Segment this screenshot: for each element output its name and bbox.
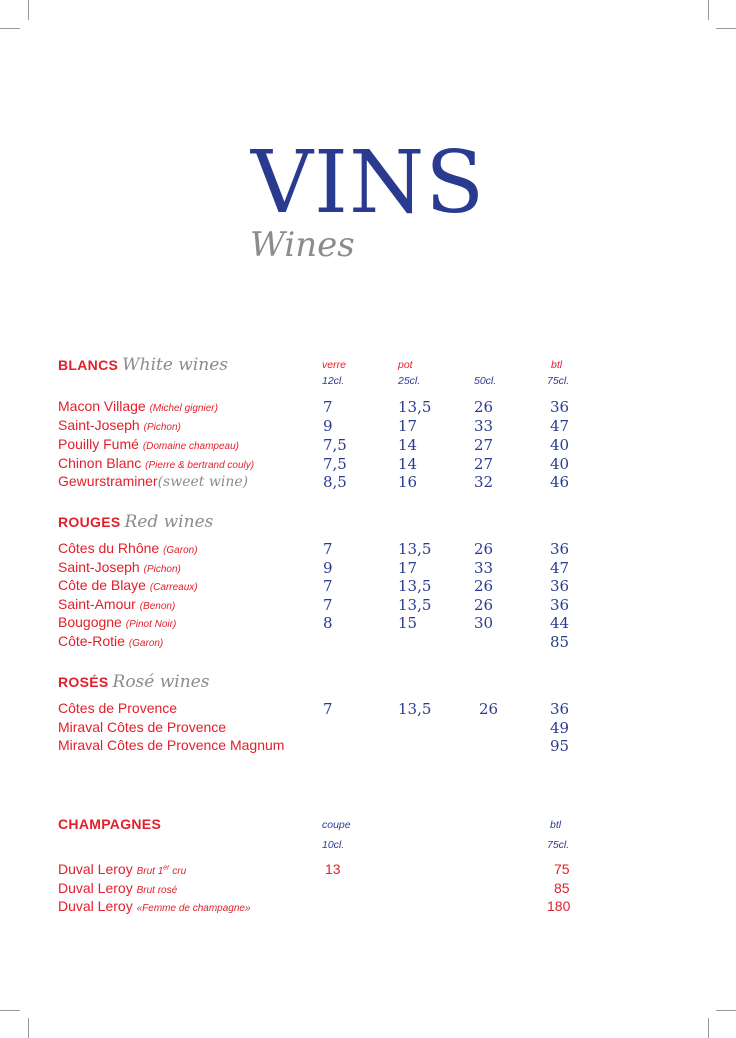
- price-50cl: 33: [474, 417, 494, 435]
- section-label: ROUGES: [58, 514, 121, 530]
- wine-name: Gewurstraminer(sweet wine): [58, 473, 249, 490]
- section-label-en: Rosé wines: [112, 672, 210, 692]
- wine-producer: «Femme de champagne»: [136, 903, 251, 914]
- col-sub-12cl: 12cl.: [322, 375, 345, 387]
- wine-producer: (Garon): [163, 545, 198, 556]
- wine-producer: Brut 1er cru: [136, 864, 187, 877]
- wine-name: Pouilly Fumé (Domaine champeau): [58, 436, 239, 452]
- price-btl: 85: [550, 633, 570, 651]
- price-pot: 13,5: [398, 577, 432, 595]
- price-50cl: 27: [474, 455, 494, 473]
- wine-row: [58, 633, 678, 652]
- wine-row: [58, 898, 678, 917]
- section-heading-champagnes: [58, 816, 161, 834]
- wine-name: Côte de Blaye (Carreaux): [58, 577, 198, 593]
- price-verre: 8,5: [323, 473, 347, 491]
- price-verre: 7: [323, 540, 333, 558]
- price-verre: 7,5: [323, 455, 347, 473]
- price-50cl: 26: [479, 700, 499, 718]
- price-verre: 7: [323, 398, 333, 416]
- wine-producer: (Benon): [139, 601, 176, 612]
- price-pot: 13,5: [398, 540, 432, 558]
- col-sub-75cl: 75cl.: [547, 375, 570, 387]
- wine-producer: Brut rosé: [136, 885, 178, 896]
- price-50cl: 26: [474, 596, 494, 614]
- col-sub-50cl: 50cl.: [474, 375, 497, 387]
- price-pot: 13,5: [398, 700, 432, 718]
- wine-row: [58, 577, 678, 596]
- wine-name: Côtes de Provence: [58, 700, 178, 716]
- price-verre: 7: [323, 577, 333, 595]
- price-pot: 17: [398, 417, 418, 435]
- price-50cl: 30: [474, 614, 494, 632]
- section-label: CHAMPAGNES: [58, 816, 162, 832]
- crop-mark: [0, 28, 20, 29]
- price-btl: 95: [550, 737, 570, 755]
- price-btl: 180: [547, 898, 571, 914]
- price-btl: 40: [550, 436, 570, 454]
- wine-row: [58, 436, 678, 455]
- wine-name: Miraval Côtes de Provence Magnum: [58, 737, 285, 753]
- wine-row: [58, 700, 678, 719]
- wine-name: Saint-Joseph (Pichon): [58, 417, 181, 433]
- wine-producer: (Pichon): [143, 564, 181, 575]
- crop-mark: [28, 1018, 29, 1038]
- wine-row: [58, 473, 678, 492]
- price-btl: 36: [550, 700, 570, 718]
- wine-producer: (Garon): [128, 638, 164, 649]
- col-header-coupe: coupe: [322, 819, 351, 831]
- wine-row: [58, 540, 678, 559]
- price-btl: 36: [550, 596, 570, 614]
- section-heading-rouges: [58, 512, 213, 532]
- wine-note: (sweet wine): [157, 474, 249, 490]
- wine-row: [58, 861, 678, 880]
- price-btl: 75: [554, 861, 570, 877]
- price-pot: 15: [398, 614, 418, 632]
- price-verre: 7: [323, 700, 333, 718]
- price-btl: 40: [550, 455, 570, 473]
- price-pot: 14: [398, 436, 418, 454]
- section-label-en: Red wines: [124, 512, 214, 532]
- wine-name: Chinon Blanc (Pierre & bertrand couly): [58, 455, 255, 471]
- wine-name: Macon Village (Michel gignier): [58, 398, 218, 414]
- price-pot: 16: [398, 473, 418, 491]
- page-title: VINS: [250, 133, 486, 233]
- price-verre: 7,5: [323, 436, 347, 454]
- wine-producer: (Domaine champeau): [142, 441, 239, 452]
- wine-row: [58, 737, 678, 756]
- wine-name: Duval Leroy Brut 1er cru: [58, 861, 187, 877]
- price-verre: 9: [323, 559, 333, 577]
- col-header-btl: btl: [551, 359, 563, 371]
- price-btl: 36: [550, 540, 570, 558]
- wine-name: Saint-Amour (Benon): [58, 596, 176, 612]
- wine-row: [58, 455, 678, 474]
- crop-mark: [0, 1010, 20, 1011]
- col-header-verre: verre: [322, 359, 346, 371]
- crop-mark: [716, 28, 736, 29]
- col-sub-25cl: 25cl.: [398, 375, 421, 387]
- wine-row: [58, 417, 678, 436]
- section-label: BLANCS: [58, 357, 119, 373]
- wine-row: [58, 398, 678, 417]
- price-btl: 36: [550, 398, 570, 416]
- wine-name: Côte-Rotie (Garon): [58, 633, 164, 649]
- price-50cl: 27: [474, 436, 494, 454]
- wine-producer: (Michel gignier): [149, 403, 218, 414]
- price-50cl: 26: [474, 398, 494, 416]
- price-btl: 36: [550, 577, 570, 595]
- price-btl: 46: [550, 473, 570, 491]
- col-header-btl: btl: [550, 819, 562, 831]
- crop-mark: [708, 0, 709, 20]
- wine-row: [58, 719, 678, 738]
- wine-name: Miraval Côtes de Provence: [58, 719, 227, 735]
- wine-producer: (Pichon): [143, 422, 181, 433]
- price-verre: 7: [323, 596, 333, 614]
- price-coupe: 13: [325, 861, 341, 877]
- price-btl: 44: [550, 614, 570, 632]
- wine-row: [58, 880, 678, 899]
- wine-name: Duval Leroy Brut rosé: [58, 880, 178, 896]
- wine-name: Côtes du Rhône (Garon): [58, 540, 198, 556]
- price-verre: 8: [323, 614, 333, 632]
- price-50cl: 32: [474, 473, 494, 491]
- wine-producer: (Carreaux): [149, 582, 198, 593]
- price-pot: 17: [398, 559, 418, 577]
- price-btl: 47: [550, 559, 570, 577]
- col-header-pot: pot: [398, 359, 413, 371]
- wine-row: [58, 614, 678, 633]
- page-subtitle: Wines: [250, 225, 355, 265]
- col-sub-75cl: 75cl.: [547, 839, 570, 851]
- col-sub-10cl: 10cl.: [322, 839, 345, 851]
- price-pot: 13,5: [398, 596, 432, 614]
- crop-mark: [28, 0, 29, 20]
- price-btl: 49: [550, 719, 570, 737]
- crop-mark: [716, 1010, 736, 1011]
- wine-name: Saint-Joseph (Pichon): [58, 559, 181, 575]
- price-50cl: 26: [474, 577, 494, 595]
- section-heading-blancs: [58, 355, 228, 375]
- crop-mark: [708, 1018, 709, 1038]
- price-pot: 14: [398, 455, 418, 473]
- wine-name: Duval Leroy «Femme de champagne»: [58, 898, 251, 914]
- wine-row: [58, 596, 678, 615]
- price-pot: 13,5: [398, 398, 432, 416]
- section-label-en: White wines: [122, 355, 229, 375]
- price-btl: 85: [554, 880, 570, 896]
- wine-producer: (Pinot Noir): [125, 619, 177, 630]
- wine-producer: (Pierre & bertrand couly): [145, 460, 255, 471]
- section-heading-roses: [58, 672, 209, 692]
- price-50cl: 33: [474, 559, 494, 577]
- price-verre: 9: [323, 417, 333, 435]
- price-50cl: 26: [474, 540, 494, 558]
- wine-name: Bougogne (Pinot Noir): [58, 614, 177, 630]
- price-btl: 47: [550, 417, 570, 435]
- wine-row: [58, 559, 678, 578]
- section-label: ROSÉS: [58, 674, 109, 690]
